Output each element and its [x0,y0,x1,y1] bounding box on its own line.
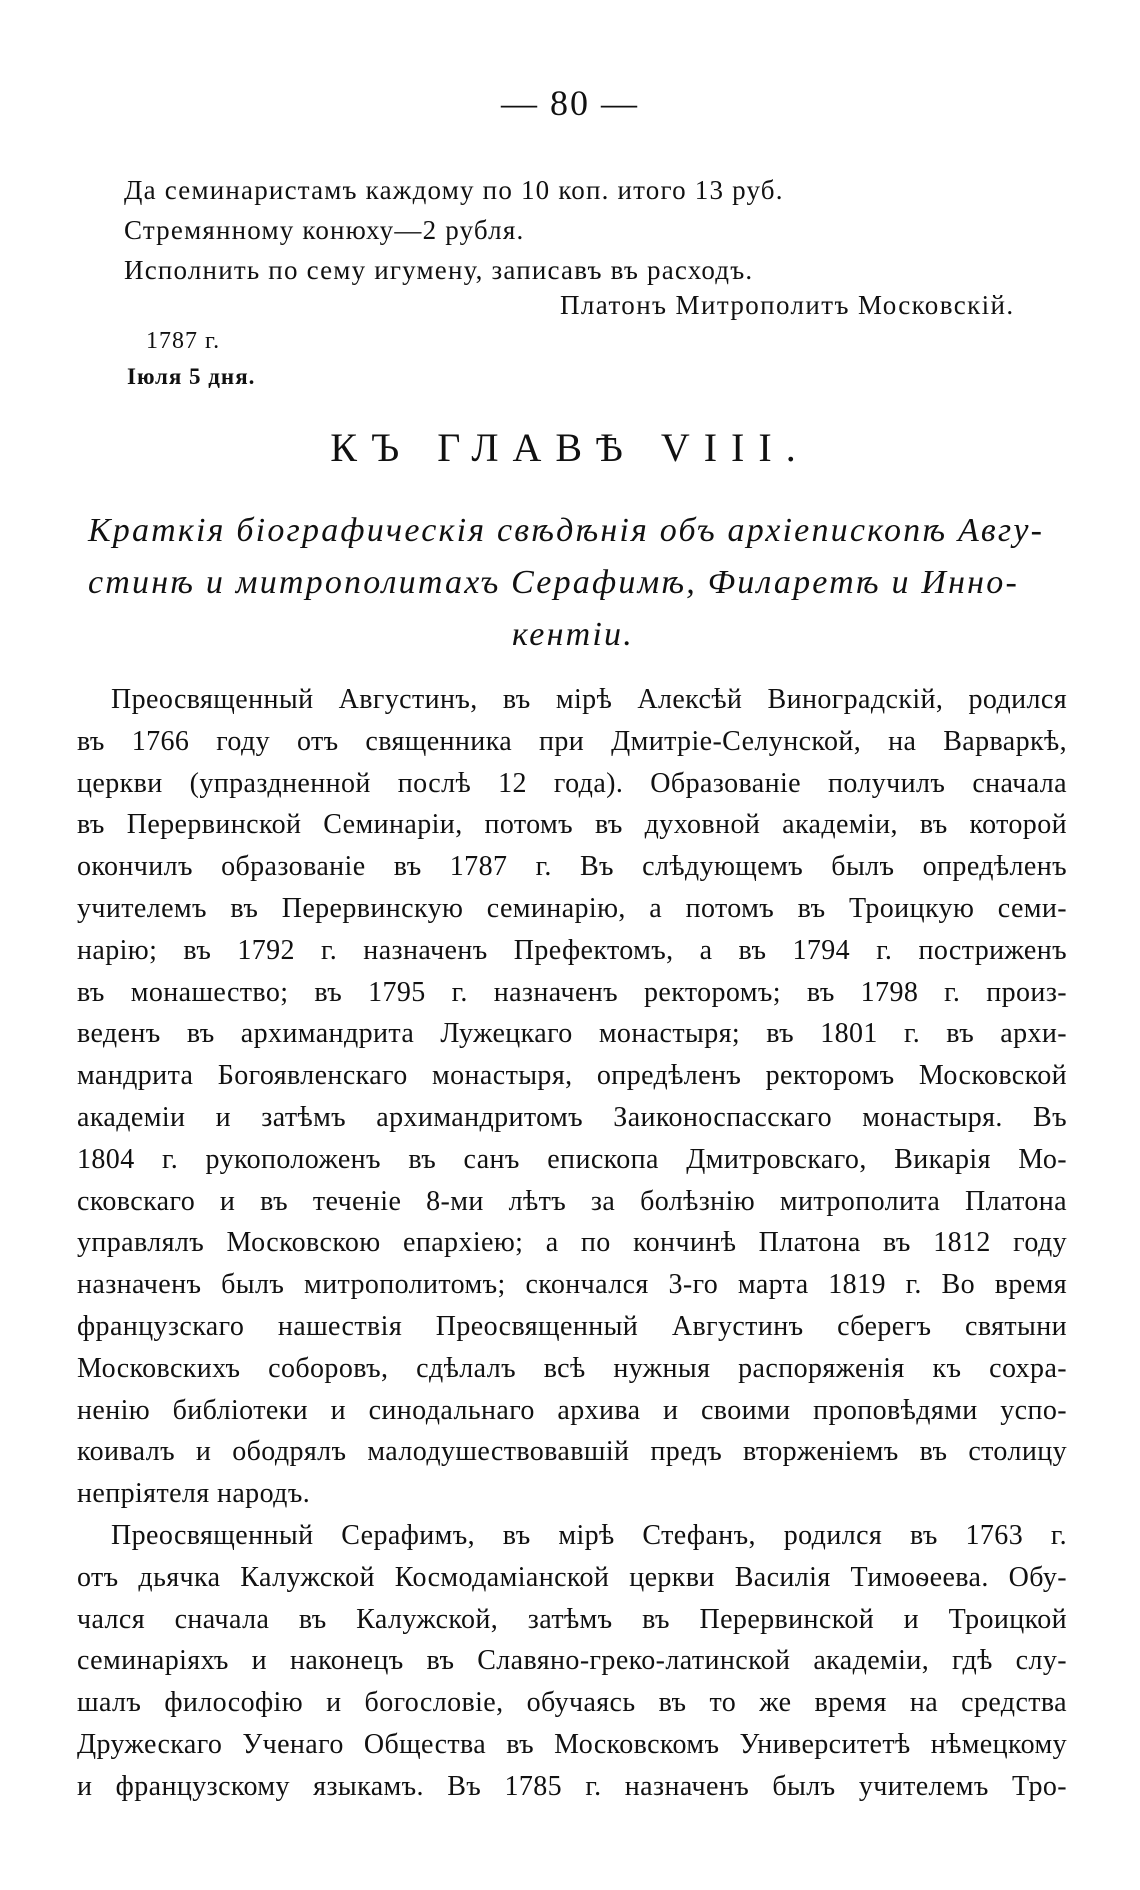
body-line: шалъ философію и богословіе, обучаясь въ то же время на средства [77,1687,1067,1719]
date-year: 1787 г. [146,328,221,354]
body-line: отъ дьячка Калужской Космодаміанской церкви Василія Тимоѳеева. Обу- [77,1561,1067,1593]
subtitle-line: кентіи. [512,616,634,653]
body-line: Дружескаго Ученаго Общества въ Московскомъ Университетѣ нѣмецкому [77,1728,1067,1760]
body-line: Преосвященный Серафимъ, въ мірѣ Стефанъ, родился въ 1763 г. [111,1519,1067,1551]
subtitle-line: стинѣ и митрополитахъ Серафимѣ, Филаретѣ и Инно- [88,564,1019,601]
body-line: въ монашество; въ 1795 г. назначенъ ректоромъ; въ 1798 г. произ- [77,976,1067,1008]
body-line: 1804 г. рукоположенъ въ санъ епископа Дмитровскаго, Викарія Мо- [77,1143,1067,1175]
body-line: французскаго нашествія Преосвященный Августинъ сберегъ святыни [77,1310,1067,1342]
chapter-subtitle [88,505,1058,661]
body-line: въ 1766 году отъ священника при Дмитріе-Селунской, на Варваркѣ, [77,725,1067,757]
body-line: и французскому языкамъ. Въ 1785 г. назначенъ былъ учителемъ Тро- [77,1770,1067,1802]
chapter-heading: КЪ ГЛАВѢ VIII. [330,425,810,470]
body-line: управлялъ Московскою епархіею; а по кончинѣ Платона въ 1812 году [77,1227,1067,1259]
body-line: нарію; въ 1792 г. назначенъ Префектомъ, а въ 1794 г. постриженъ [77,934,1067,966]
letter-line: Исполнить по сему игумену, записавъ въ расходъ. [124,255,754,285]
body-line: веденъ въ архимандрита Лужецкаго монастыря; въ 1801 г. въ архи- [77,1018,1067,1050]
body-line: въ Перервинской Семинаріи, потомъ въ духовной академіи, въ которой [77,809,1067,841]
body-line: ненію библіотеки и синодальнаго архива и своими проповѣдями успо- [77,1394,1067,1426]
signature: Платонъ Митрополитъ Московскій. [560,290,1015,320]
body-line: Московскихъ соборовъ, сдѣлалъ всѣ нужныя распоряженія къ сохра- [77,1352,1067,1384]
body-line: учителемъ въ Перервинскую семинарію, а потомъ въ Троицкую семи- [77,892,1067,924]
date-day: Іюля 5 дня. [127,364,256,389]
body-line: коивалъ и ободрялъ малодушествовавшій предъ вторженіемъ въ столицу [77,1436,1067,1468]
body-line: мандрита Богоявленскаго монастыря, опредѣленъ ректоромъ Московской [77,1060,1067,1092]
body-line: семинаріяхъ и наконецъ въ Славяно-греко-латинской академіи, гдѣ слу- [77,1645,1067,1677]
body-line: Преосвященный Августинъ, въ мірѣ Алексѣй Виноградскій, родился [111,684,1067,715]
body-line: сковскаго и въ теченіе 8-ми лѣтъ за болѣзнію митрополита Платона [77,1185,1067,1217]
body-line: академіи и затѣмъ архимандритомъ Заиконоспасскаго монастыря. Въ [77,1101,1067,1133]
body-line: назначенъ былъ митрополитомъ; скончался 3-го марта 1819 г. Во время [77,1269,1067,1301]
page-number: — 80 — [501,83,639,123]
body-line: окончилъ образованіе въ 1787 г. Въ слѣдующемъ былъ опредѣленъ [77,851,1067,883]
letter-line: Да семинаристамъ каждому по 10 коп. итого 13 руб. [124,175,784,205]
body-line: непріятеля народъ. [77,1478,311,1510]
body-line: церкви (упраздненной послѣ 12 года). Образованіе получилъ сначала [77,767,1067,799]
letter-text [124,170,1054,290]
letter-line: Стремянному конюху—2 рубля. [124,215,525,245]
body-text [77,679,1067,1808]
body-line: чался сначала въ Калужской, затѣмъ въ Перервинской и Троицкой [77,1603,1067,1635]
subtitle-line: Краткія біографическія свѣдѣнія объ архіепископѣ Авгу- [88,512,1045,549]
